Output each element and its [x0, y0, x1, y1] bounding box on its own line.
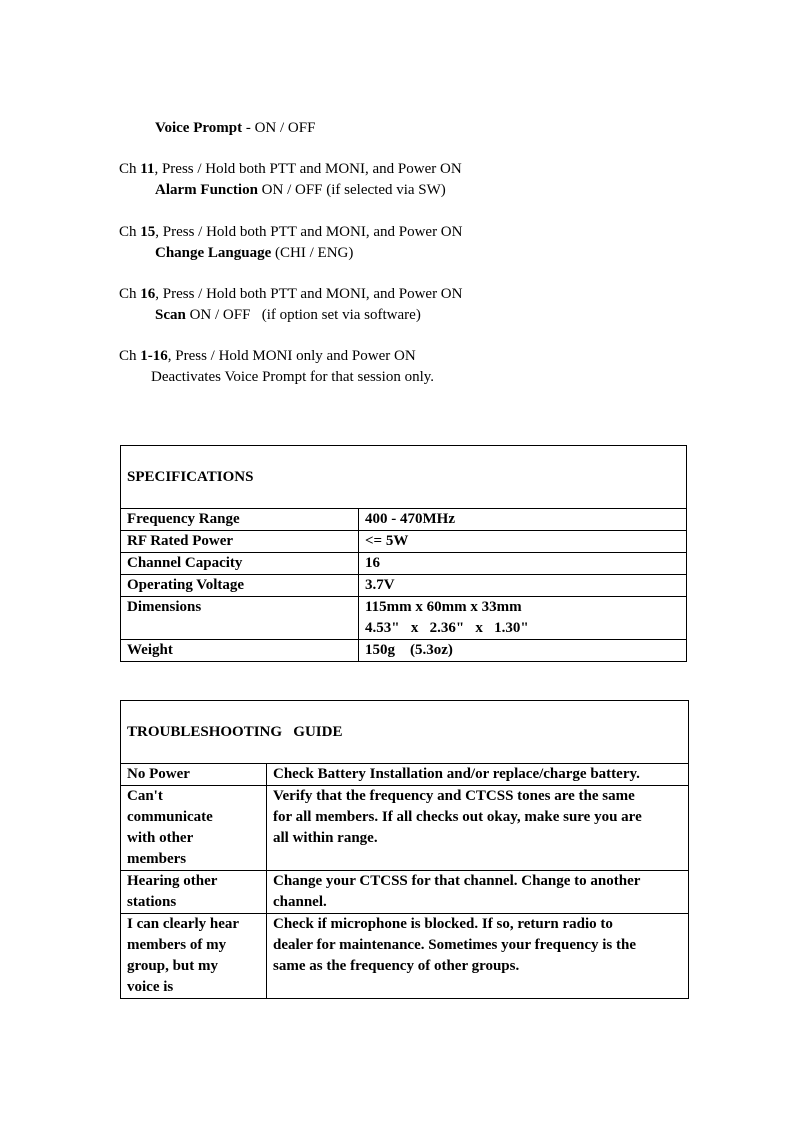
ch1-16-action: , Press / Hold MONI only and Power ON — [167, 348, 416, 364]
spec-row — [121, 531, 687, 553]
solution-line: Change your CTCSS for that channel. Change to another — [273, 873, 641, 889]
problem-line: group, but my — [127, 958, 218, 974]
spec-value: 400 - 470MHz — [359, 509, 687, 531]
ch15-feature-line — [155, 244, 353, 262]
ch16-prefix: Ch — [119, 286, 141, 302]
voice-prompt-line — [155, 119, 315, 137]
solution-line: same as the frequency of other groups. — [273, 958, 520, 974]
spec-row — [121, 553, 687, 575]
ch15-prefix: Ch — [119, 224, 141, 240]
ch15-detail: (CHI / ENG) — [271, 245, 354, 261]
spec-label: Weight — [121, 640, 359, 662]
solution-line: dealer for maintenance. Sometimes your frequency is the — [273, 937, 637, 953]
ch16-feature: Scan — [155, 307, 186, 323]
spec-value: 3.7V — [359, 575, 687, 597]
problem-cell — [121, 764, 267, 786]
ch11-channel: 11 — [140, 161, 155, 177]
spec-row — [121, 509, 687, 531]
ch16-detail: ON / OFF (if option set via software) — [185, 307, 421, 323]
problem-line: voice is — [127, 979, 174, 995]
solution-cell — [267, 764, 689, 786]
spec-row — [121, 640, 687, 662]
problem-line: stations — [127, 894, 177, 910]
spec-label: Frequency Range — [121, 509, 359, 531]
troubleshooting-title: TROUBLESHOOTING GUIDE — [121, 701, 689, 764]
ch16-channel: 16 — [140, 286, 156, 302]
ch16-feature-line — [155, 306, 421, 324]
spec-value: <= 5W — [359, 531, 687, 553]
specifications-title-row — [121, 446, 687, 509]
problem-line: Can't — [127, 788, 163, 804]
problem-cell — [121, 914, 267, 999]
ch1-16-detail: Deactivates Voice Prompt for that session only. — [151, 369, 435, 385]
ch15-line — [119, 223, 462, 241]
ch15-feature: Change Language — [155, 245, 272, 261]
spec-value-line: 4.53" x 2.36" x 1.30" — [365, 620, 529, 636]
ch11-line — [119, 160, 462, 178]
problem-line: communicate — [127, 809, 213, 825]
solution-line: Verify that the frequency and CTCSS tones are the same — [273, 788, 635, 804]
ch11-feature: Alarm Function — [155, 182, 258, 198]
ch1-16-prefix: Ch — [119, 348, 141, 364]
specifications-title: SPECIFICATIONS — [121, 446, 687, 509]
spec-value: 16 — [359, 553, 687, 575]
problem-line: No Power — [127, 766, 190, 782]
voice-prompt-text: - ON / OFF — [242, 120, 316, 136]
troubleshooting-row — [121, 786, 689, 871]
ch16-line — [119, 285, 462, 303]
problem-line: members — [127, 851, 187, 867]
spec-row — [121, 597, 687, 640]
spec-value — [359, 597, 687, 640]
solution-cell — [267, 786, 689, 871]
ch15-channel: 15 — [140, 224, 156, 240]
problem-line: I can clearly hear — [127, 916, 240, 932]
spec-label: RF Rated Power — [121, 531, 359, 553]
solution-cell — [267, 914, 689, 999]
ch11-detail: ON / OFF (if selected via SW) — [257, 182, 446, 198]
solution-cell — [267, 871, 689, 914]
ch1-16-detail-line — [151, 368, 434, 386]
solution-line: for all members. If all checks out okay, make sure you are — [273, 809, 642, 825]
ch11-prefix: Ch — [119, 161, 141, 177]
solution-line: Check if microphone is blocked. If so, return radio to — [273, 916, 613, 932]
voice-prompt-label: Voice Prompt — [155, 120, 243, 136]
ch1-16-line — [119, 347, 416, 365]
ch11-feature-line — [155, 181, 446, 199]
troubleshooting-table — [120, 700, 689, 999]
troubleshooting-title-row — [121, 701, 689, 764]
solution-line: Check Battery Installation and/or replace/charge battery. — [273, 766, 640, 782]
problem-cell — [121, 871, 267, 914]
problem-line: Hearing other — [127, 873, 218, 889]
problem-line: members of my — [127, 937, 227, 953]
ch11-action: , Press / Hold both PTT and MONI, and Power ON — [154, 161, 462, 177]
spec-value: 150g (5.3oz) — [359, 640, 687, 662]
troubleshooting-row — [121, 871, 689, 914]
problem-cell — [121, 786, 267, 871]
solution-line: all within range. — [273, 830, 378, 846]
spec-label: Channel Capacity — [121, 553, 359, 575]
ch15-action: , Press / Hold both PTT and MONI, and Power ON — [155, 224, 463, 240]
ch16-action: , Press / Hold both PTT and MONI, and Power ON — [155, 286, 463, 302]
solution-line: channel. — [273, 894, 327, 910]
spec-label: Dimensions — [121, 597, 359, 640]
ch1-16-channel: 1-16 — [140, 348, 168, 364]
troubleshooting-row — [121, 764, 689, 786]
spec-value-line: 115mm x 60mm x 33mm — [365, 599, 522, 615]
spec-row — [121, 575, 687, 597]
spec-label: Operating Voltage — [121, 575, 359, 597]
troubleshooting-row — [121, 914, 689, 999]
specifications-table — [120, 445, 687, 662]
problem-line: with other — [127, 830, 194, 846]
